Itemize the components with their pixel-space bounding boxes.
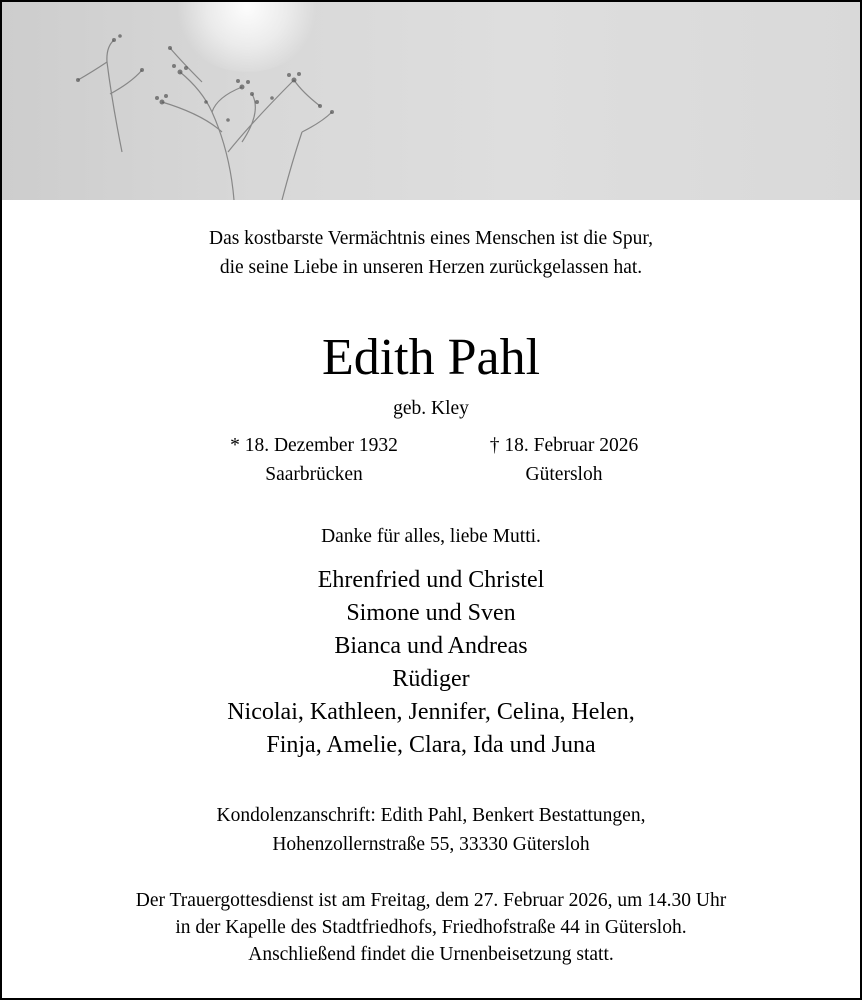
- condolence-line-1: Kondolenzanschrift: Edith Pahl, Benkert Bestattungen,: [216, 805, 646, 826]
- death-place: Gütersloh: [525, 464, 603, 485]
- family-member: Bianca und Andreas: [334, 633, 528, 659]
- condolence-line-2: Hohenzollernstraße 55, 33330 Gütersloh: [272, 834, 590, 855]
- funeral-service-info: [2, 887, 860, 968]
- birth-date: * 18. Dezember 1932: [230, 435, 398, 456]
- condolence-address: [2, 801, 860, 859]
- family-member: Finja, Amelie, Clara, Ida und Juna: [266, 732, 596, 758]
- birth-place: Saarbrücken: [265, 464, 363, 485]
- family-list: [2, 564, 860, 762]
- quote-line-1: Das kostbarste Vermächtnis eines Menschen ist die Spur,: [208, 228, 654, 249]
- service-line-3: Anschließend findet die Urnenbeisetzung statt.: [248, 944, 614, 965]
- dried-flower-sprigs-image: [2, 2, 860, 200]
- deceased-name: Edith Pahl: [321, 329, 541, 386]
- family-member: Nicolai, Kathleen, Jennifer, Celina, Helen,: [227, 699, 635, 725]
- maiden-name: geb. Kley: [393, 398, 469, 419]
- thanks-line: Danke für alles, liebe Mutti.: [321, 526, 541, 547]
- birth-info: [194, 431, 434, 489]
- family-member: Simone und Sven: [346, 600, 516, 626]
- family-member: Ehrenfried und Christel: [317, 567, 545, 593]
- service-line-1: Der Trauergottesdienst ist am Freitag, dem 27. Februar 2026, um 14.30 Uhr: [135, 890, 727, 911]
- quote-line-2: die seine Liebe in unseren Herzen zurückgelassen hat.: [219, 257, 643, 278]
- service-line-2: in der Kapelle des Stadtfriedhofs, Friedhofstraße 44 in Gütersloh.: [175, 917, 687, 938]
- family-member: Rüdiger: [392, 666, 470, 692]
- header-photo: [2, 2, 860, 200]
- memorial-quote: [2, 224, 860, 282]
- death-date: † 18. Februar 2026: [489, 435, 639, 456]
- death-info: [444, 431, 684, 489]
